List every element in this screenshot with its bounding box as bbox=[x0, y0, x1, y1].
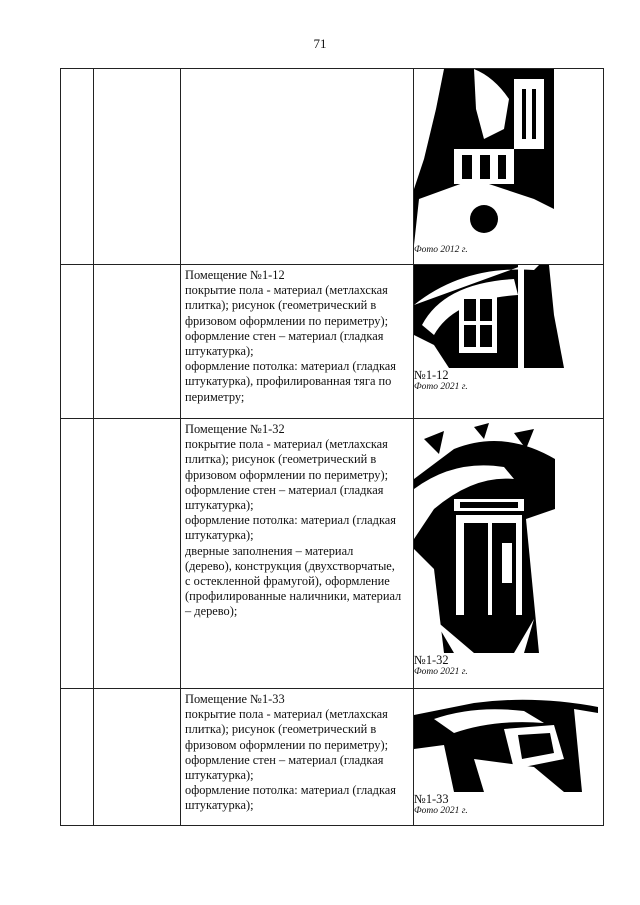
cell-index bbox=[61, 689, 94, 826]
photo-caption: Фото 2021 г. bbox=[414, 382, 468, 392]
cell-name bbox=[94, 69, 181, 265]
room-photo-1-12 bbox=[414, 265, 598, 368]
description-line: фризовом оформлении по периметру); bbox=[185, 737, 389, 752]
description-line: фризовом оформлении по периметру); bbox=[185, 467, 389, 482]
cell-photo bbox=[414, 689, 604, 826]
room-photo-2012 bbox=[414, 69, 554, 245]
cell-description bbox=[181, 69, 414, 265]
photo-room-number: №1-32 bbox=[414, 653, 449, 667]
description-line: (профилированные наличники, материал bbox=[185, 589, 402, 604]
description-line: периметру; bbox=[185, 389, 245, 404]
cell-name bbox=[94, 689, 181, 826]
cell-photo bbox=[414, 265, 604, 419]
description-line: штукатурка); bbox=[185, 498, 254, 513]
table-row bbox=[61, 689, 604, 826]
description-line: штукатурка), профилированная тяга по bbox=[185, 374, 392, 389]
table-row bbox=[61, 419, 604, 689]
description-line: плитка); рисунок (геометрический в bbox=[185, 722, 377, 737]
room-photo-1-33 bbox=[414, 689, 598, 792]
description-line: оформление потолка: материал (гладкая bbox=[185, 359, 396, 374]
description-line: покрытие пола - материал (метлахская bbox=[185, 437, 388, 452]
description-line: Помещение №1-33 bbox=[185, 692, 285, 706]
cell-photo bbox=[414, 419, 604, 689]
cell-description bbox=[181, 419, 414, 689]
description-line: покрытие пола - материал (метлахская bbox=[185, 283, 388, 298]
description-line: штукатурка); bbox=[185, 528, 254, 543]
page-number: 71 bbox=[313, 36, 327, 51]
description-line: штукатурка); bbox=[185, 768, 254, 783]
description-line: – дерево); bbox=[185, 604, 238, 619]
description-line: штукатурка); bbox=[185, 344, 254, 359]
cell-description bbox=[181, 689, 414, 826]
photo-caption: Фото 2021 г. bbox=[414, 806, 468, 816]
photo-room-number: №1-12 bbox=[414, 368, 449, 382]
description-line: (дерево), конструкция (двухстворчатые, bbox=[185, 558, 395, 573]
description-line: оформление потолка: материал (гладкая bbox=[185, 783, 396, 798]
cell-description bbox=[181, 265, 414, 419]
cell-index bbox=[61, 265, 94, 419]
room-photo-1-32 bbox=[414, 419, 555, 653]
description-line: плитка); рисунок (геометрический в bbox=[185, 298, 377, 313]
description-line: оформление стен – материал (гладкая bbox=[185, 752, 384, 767]
description-line: оформление стен – материал (гладкая bbox=[185, 328, 384, 343]
cell-index bbox=[61, 69, 94, 265]
description-line: Помещение №1-32 bbox=[185, 422, 285, 436]
description-line: дверные заполнения – материал bbox=[185, 543, 354, 558]
description-line: Помещение №1-12 bbox=[185, 268, 285, 282]
description-line: покрытие пола - материал (метлахская bbox=[185, 707, 388, 722]
description-line: фризовом оформлении по периметру); bbox=[185, 313, 389, 328]
description-line: с остекленной фрамугой), оформление bbox=[185, 574, 390, 589]
table-row bbox=[61, 69, 604, 265]
photo-caption: Фото 2012 г. bbox=[414, 245, 468, 255]
photo-caption: Фото 2021 г. bbox=[414, 667, 468, 677]
cell-name bbox=[94, 419, 181, 689]
description-line: оформление потолка: материал (гладкая bbox=[185, 513, 396, 528]
inventory-table bbox=[60, 68, 604, 826]
description-line: плитка); рисунок (геометрический в bbox=[185, 452, 377, 467]
photo-room-number: №1-33 bbox=[414, 792, 449, 806]
cell-photo bbox=[414, 69, 604, 265]
description-line: штукатурка); bbox=[185, 798, 254, 813]
table-row bbox=[61, 265, 604, 419]
cell-index bbox=[61, 419, 94, 689]
cell-name bbox=[94, 265, 181, 419]
description-line: оформление стен – материал (гладкая bbox=[185, 482, 384, 497]
